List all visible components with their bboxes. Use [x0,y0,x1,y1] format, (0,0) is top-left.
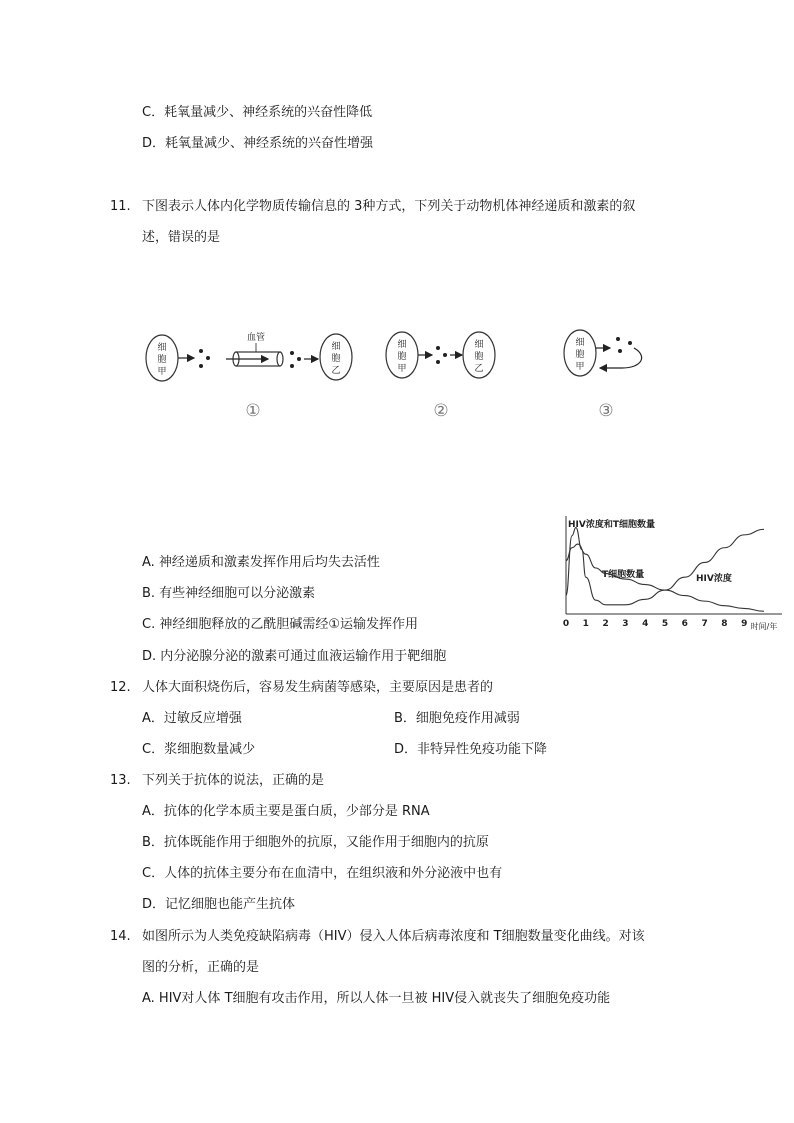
q11-option-b: B. 有些神经细胞可以分泌激素 [142,586,316,601]
q11-stem-line2: 述，错误的是 [142,230,221,245]
cell-a-2-text2: 胞 [397,352,407,362]
cell-b-2-text1: 细 [474,340,484,350]
label-mode-2: ② [433,401,449,421]
q13-option-b: B．抗体既能作用于细胞外的抗原，又能作用于细胞内的抗原 [142,835,489,850]
label-mode-1: ① [245,401,261,421]
q12-option-d: D．非特异性免疫功能下降 [394,742,548,757]
cell-b-2-text3: 乙 [474,364,484,374]
q10-option-d: D．耗氧量减少、神经系统的兴奋性增强 [142,136,374,151]
q14-number: 14. [110,929,131,944]
chart-x-axis-label: 时间/年 [750,622,778,631]
cell-a-1-text1: 细 [157,343,167,353]
q12-option-b: B．细胞免疫作用减弱 [394,711,520,726]
chart-x-tick-label: 5 [661,619,669,629]
q13-stem: 下列关于抗体的说法，正确的是 [142,773,325,788]
chart-x-tick-label: 6 [681,619,688,629]
q12-number: 12. [110,680,131,695]
q11-option-c: C. 神经细胞释放的乙酰胆碱需经①运输发挥作用 [142,617,418,632]
q14-stem-line2: 图的分析，正确的是 [142,960,260,975]
q11-stem-line1: 下图表示人体内化学物质传输信息的 3种方式，下列关于动物机体神经递质和激素的叙 [142,199,636,214]
q13-option-c: C．人体的抗体主要分布在血清中，在组织液和外分泌液中也有 [142,866,503,881]
mode-1-diagram [146,331,352,381]
cell-a-2-text3: 甲 [397,364,407,374]
hiv-t-cell-chart [556,512,788,636]
q14-stem-line1: 如图所示为人类免疫缺陷病毒（HIV）侵入人体后病毒浓度和 T细胞数量变化曲线。对该 [142,929,645,944]
q11-number: 11. [110,199,131,214]
q12-stem: 人体大面积烧伤后，容易发生病菌等感染，主要原因是患者的 [142,680,494,695]
cell-b-1-text3: 乙 [331,366,341,376]
chart-x-tick-label: 4 [642,619,649,629]
q13-option-a: A．抗体的化学本质主要是蛋白质，少部分是 RNA [142,804,430,819]
q12-option-a: A．过敏反应增强 [142,711,242,726]
cell-a-2-text1: 细 [397,340,407,350]
chart-line-hiv [566,528,764,605]
chart-series-label-tcell: T细胞数量 [602,570,645,580]
chart-x-tick-label: 0 [562,619,570,629]
q13-option-d: D．记忆细胞也能产生抗体 [142,897,296,912]
cell-a-3-text2: 胞 [575,350,585,360]
cell-a-1-text2: 胞 [157,355,167,365]
q12-option-c: C．浆细胞数量减少 [142,742,256,757]
chart-x-tick-label: 1 [582,619,589,629]
chart-x-tick-label: 2 [602,619,609,629]
chart-title: HIV浓度和T细胞数量 [568,520,655,530]
chart-x-tick-label: 8 [721,619,728,629]
chart-line-tcell [566,544,764,611]
cell-b-2-text2: 胞 [474,352,484,362]
q11-option-d: D. 内分泌腺分泌的激素可通过血液运输作用于靶细胞 [142,649,447,664]
q11-option-a: A. 神经递质和激素发挥作用后均失去活性 [142,555,380,570]
mode-3-diagram [564,330,642,376]
cell-a-3-text3: 甲 [575,362,585,372]
chart-x-tick-label: 3 [622,619,629,629]
chart-series-label-hiv: HIV浓度 [696,574,732,584]
cell-a-3-text1: 细 [575,338,585,348]
vessel-label: 血管 [246,333,266,343]
cell-b-1-text2: 胞 [331,354,341,364]
q13-number: 13. [110,773,131,788]
cell-b-1-text1: 细 [331,342,341,352]
chart-x-tick-label: 9 [741,619,748,629]
mode-2-diagram [386,332,495,378]
q10-option-c: C．耗氧量减少、神经系统的兴奋性降低 [142,105,373,120]
q14-option-a: A. HIV对人体 T细胞有攻击作用，所以人体一旦被 HIV侵入就丧失了细胞免疫功能 [142,991,611,1006]
cell-a-1-text3: 甲 [157,367,167,377]
chart-x-tick-label: 7 [701,619,708,629]
label-mode-3: ③ [598,401,614,421]
